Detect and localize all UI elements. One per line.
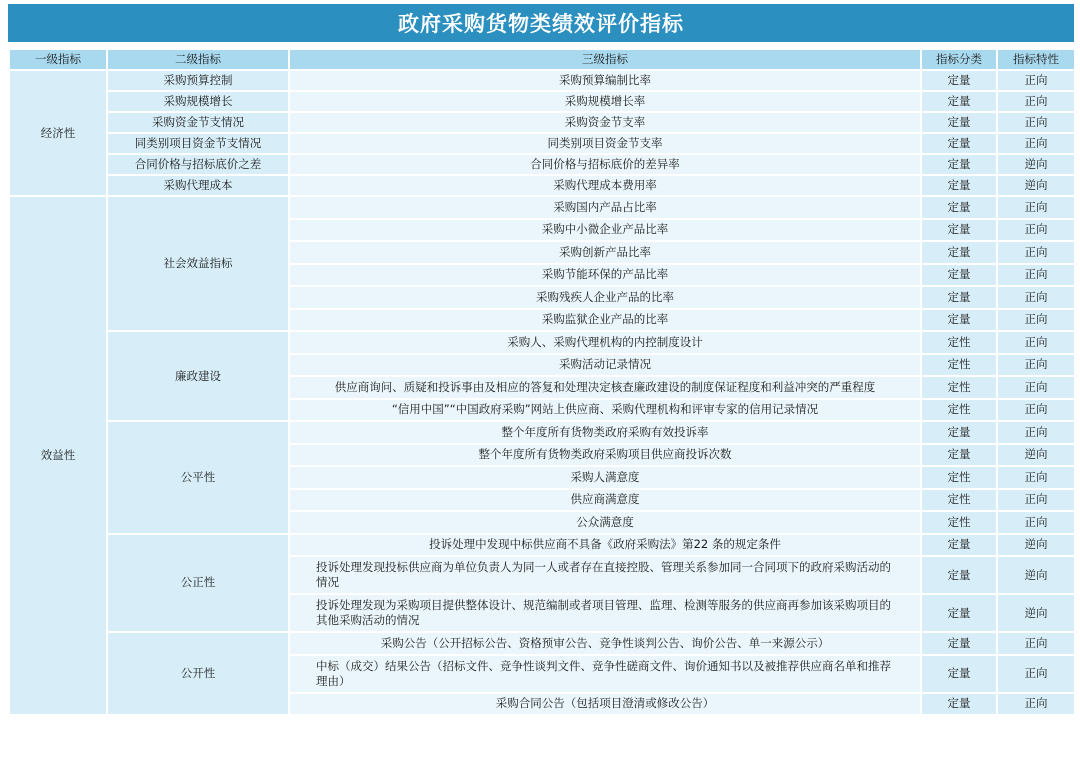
category-cell: 定量 (921, 556, 997, 594)
direction-cell: 正向 (997, 196, 1075, 219)
category-cell: 定量 (921, 112, 997, 133)
category-cell: 定量 (921, 534, 997, 557)
level3-cell: 采购节能环保的产品比率 (289, 264, 921, 287)
direction-cell: 正向 (997, 489, 1075, 512)
header-level3: 三级指标 (289, 49, 921, 70)
level3-cell: 公众满意度 (289, 511, 921, 534)
table-row (9, 534, 1075, 557)
direction-cell: 正向 (997, 309, 1075, 332)
table-row (9, 196, 1075, 219)
level2-cell: 合同价格与招标底价之差 (107, 154, 289, 175)
direction-cell: 正向 (997, 286, 1075, 309)
table-row (9, 175, 1075, 196)
level2-cell: 采购代理成本 (107, 175, 289, 196)
direction-cell: 正向 (997, 632, 1075, 655)
category-cell: 定性 (921, 466, 997, 489)
table-title: 政府采购货物类绩效评价指标 (8, 4, 1074, 42)
direction-cell: 逆向 (997, 534, 1075, 557)
level3-cell: 采购合同公告（包括项目澄清或修改公告） (289, 693, 921, 716)
direction-cell: 逆向 (997, 154, 1075, 175)
level3-cell: 合同价格与招标底价的差异率 (289, 154, 921, 175)
direction-cell: 正向 (997, 376, 1075, 399)
table-row (9, 331, 1075, 354)
category-cell: 定量 (921, 693, 997, 716)
level1-cell: 经济性 (9, 70, 107, 196)
category-cell: 定量 (921, 632, 997, 655)
direction-cell: 正向 (997, 354, 1075, 377)
level3-cell: 中标（成交）结果公告（招标文件、竞争性谈判文件、竞争性磋商文件、询价通知书以及被推荐供应商名单和推荐理由） (289, 655, 921, 693)
direction-cell: 逆向 (997, 175, 1075, 196)
category-cell: 定量 (921, 286, 997, 309)
header-category: 指标分类 (921, 49, 997, 70)
category-cell: 定量 (921, 421, 997, 444)
table-row (9, 133, 1075, 154)
level3-cell: 采购活动记录情况 (289, 354, 921, 377)
direction-cell: 正向 (997, 91, 1075, 112)
category-cell: 定量 (921, 175, 997, 196)
level3-cell: 投诉处理中发现中标供应商不具备《政府采购法》第22 条的规定条件 (289, 534, 921, 557)
direction-cell: 正向 (997, 331, 1075, 354)
direction-cell: 正向 (997, 693, 1075, 716)
category-cell: 定性 (921, 489, 997, 512)
category-cell: 定性 (921, 376, 997, 399)
direction-cell: 逆向 (997, 556, 1075, 594)
level3-cell: 投诉处理发现为采购项目提供整体设计、规范编制或者项目管理、监理、检测等服务的供应商再参加该采购项目的其他采购活动的情况 (289, 594, 921, 632)
level3-cell: 整个年度所有货物类政府采购有效投诉率 (289, 421, 921, 444)
category-cell: 定量 (921, 70, 997, 91)
header-direction: 指标特性 (997, 49, 1075, 70)
direction-cell: 正向 (997, 219, 1075, 242)
category-cell: 定量 (921, 264, 997, 287)
level3-cell: 采购残疾人企业产品的比率 (289, 286, 921, 309)
level3-cell: 采购代理成本费用率 (289, 175, 921, 196)
level3-cell: 采购中小微企业产品比率 (289, 219, 921, 242)
header-level1: 一级指标 (9, 49, 107, 70)
category-cell: 定量 (921, 219, 997, 242)
direction-cell: 正向 (997, 421, 1075, 444)
table-row (9, 421, 1075, 444)
level2-cell: 公正性 (107, 534, 289, 633)
table-row (9, 91, 1075, 112)
table-row (9, 70, 1075, 91)
direction-cell: 正向 (997, 241, 1075, 264)
level1-cell: 效益性 (9, 196, 107, 715)
level3-cell: 采购创新产品比率 (289, 241, 921, 264)
level3-cell: 投诉处理发现投标供应商为单位负责人为同一人或者存在直接控股、管理关系参加同一合同项下的政府采购活动的情况 (289, 556, 921, 594)
level3-cell: 采购公告（公开招标公告、资格预审公告、竞争性谈判公告、询价公告、单一来源公示） (289, 632, 921, 655)
category-cell: 定量 (921, 594, 997, 632)
level2-cell: 采购资金节支情况 (107, 112, 289, 133)
category-cell: 定量 (921, 91, 997, 112)
category-cell: 定性 (921, 511, 997, 534)
level2-cell: 社会效益指标 (107, 196, 289, 331)
level2-cell: 采购预算控制 (107, 70, 289, 91)
category-cell: 定量 (921, 655, 997, 693)
indicator-table (8, 48, 1076, 716)
table-row (9, 154, 1075, 175)
category-cell: 定性 (921, 331, 997, 354)
direction-cell: 正向 (997, 511, 1075, 534)
category-cell: 定量 (921, 309, 997, 332)
category-cell: 定性 (921, 354, 997, 377)
category-cell: 定量 (921, 154, 997, 175)
level3-cell: “信用中国”“中国政府采购”网站上供应商、采购代理机构和评审专家的信用记录情况 (289, 399, 921, 422)
level3-cell: 供应商询问、质疑和投诉事由及相应的答复和处理决定核查廉政建设的制度保证程度和利益冲突的严重程度 (289, 376, 921, 399)
table-row (9, 112, 1075, 133)
level3-cell: 同类别项目资金节支率 (289, 133, 921, 154)
level2-cell: 采购规模增长 (107, 91, 289, 112)
level2-cell: 公开性 (107, 632, 289, 715)
category-cell: 定性 (921, 399, 997, 422)
level3-cell: 采购监狱企业产品的比率 (289, 309, 921, 332)
level3-cell: 整个年度所有货物类政府采购项目供应商投诉次数 (289, 444, 921, 467)
direction-cell: 正向 (997, 112, 1075, 133)
table-row (9, 632, 1075, 655)
level3-cell: 采购人、采购代理机构的内控制度设计 (289, 331, 921, 354)
level3-cell: 采购规模增长率 (289, 91, 921, 112)
level2-cell: 公平性 (107, 421, 289, 534)
category-cell: 定量 (921, 133, 997, 154)
header-level2: 二级指标 (107, 49, 289, 70)
direction-cell: 正向 (997, 70, 1075, 91)
level3-cell: 供应商满意度 (289, 489, 921, 512)
level2-cell: 廉政建设 (107, 331, 289, 421)
header-row (9, 49, 1075, 70)
level2-cell: 同类别项目资金节支情况 (107, 133, 289, 154)
direction-cell: 正向 (997, 133, 1075, 154)
level3-cell: 采购资金节支率 (289, 112, 921, 133)
direction-cell: 正向 (997, 655, 1075, 693)
category-cell: 定量 (921, 196, 997, 219)
direction-cell: 正向 (997, 264, 1075, 287)
category-cell: 定量 (921, 444, 997, 467)
direction-cell: 逆向 (997, 594, 1075, 632)
level3-cell: 采购人满意度 (289, 466, 921, 489)
level3-cell: 采购国内产品占比率 (289, 196, 921, 219)
direction-cell: 正向 (997, 466, 1075, 489)
direction-cell: 逆向 (997, 444, 1075, 467)
direction-cell: 正向 (997, 399, 1075, 422)
category-cell: 定量 (921, 241, 997, 264)
level3-cell: 采购预算编制比率 (289, 70, 921, 91)
